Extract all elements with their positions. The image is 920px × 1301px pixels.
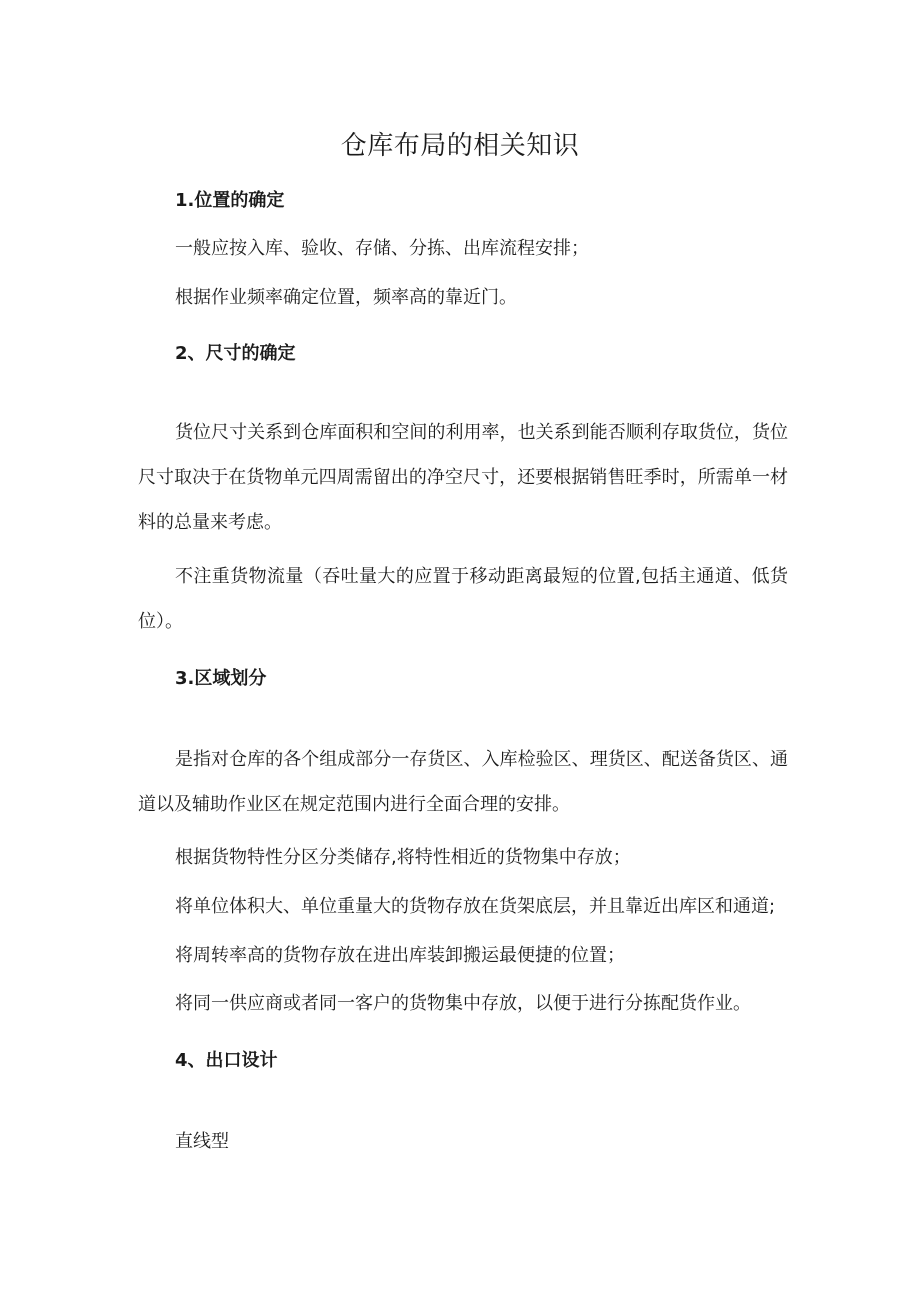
section-heading-exit-design: 4、出口设计: [175, 1050, 278, 1071]
section-3-line-2: 将单位体积大、单位重量大的货物存放在货架底层，并且靠近出库区和通道;: [175, 896, 776, 917]
section-2-paragraph-2: 不注重货物流量（吞吐量大的应置于移动距离最短的位置,包括主通道、低货位）。: [138, 566, 788, 632]
document-title: 仓库布局的相关知识: [340, 131, 580, 161]
section-1-line-1: 一般应按入库、验收、存储、分拣、出库流程安排；: [175, 238, 589, 259]
section-heading-position: 1.位置的确定: [175, 190, 285, 211]
section-3-line-1: 根据货物特性分区分类储存,将特性相近的货物集中存放；: [175, 847, 631, 868]
section-4-line-1: 直线型: [175, 1131, 229, 1152]
section-3-line-4: 将同一供应商或者同一客户的货物集中存放，以便于进行分拣配货作业。: [175, 993, 751, 1014]
section-3-paragraph: 是指对仓库的各个组成部分一存货区、入库检验区、理货区、配送备货区、通道以及辅助作业区在规定范围内进行全面合理的安排。: [138, 749, 788, 815]
section-2-paragraph-1: 货位尺寸关系到仓库面积和空间的利用率，也关系到能否顺利存取货位，货位尺寸取决于在货物单元四周需留出的净空尺寸，还要根据销售旺季时，所需单一材料的总量来考虑。: [138, 422, 788, 533]
section-3-line-3: 将周转率高的货物存放在进出库装卸搬运最便捷的位置；: [175, 945, 625, 966]
section-heading-size: 2、尺寸的确定: [175, 343, 296, 364]
section-1-line-2: 根据作业频率确定位置，频率高的靠近门。: [175, 287, 517, 308]
section-heading-zoning: 3.区域划分: [175, 668, 267, 689]
